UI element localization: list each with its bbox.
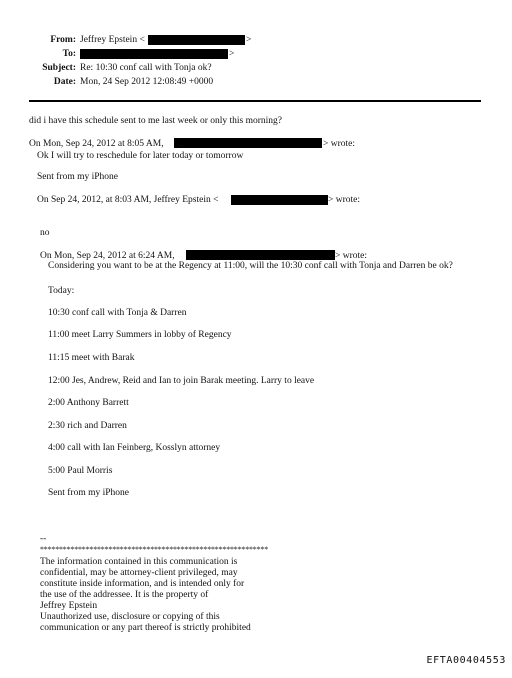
notice-line: Unauthorized use, disclosure or copying of this [40,612,220,622]
notice-line: The information contained in this communication is [40,557,238,567]
reply-text: did i have this schedule sent to me last week or only this morning? [29,116,283,126]
header-divider [29,100,481,102]
quote3-intro: On Mon, Sep 24, 2012 at 6:24 AM, [40,251,175,261]
redaction-block [174,138,322,148]
quote1-intro: On Mon, Sep 24, 2012 at 8:05 AM, [29,139,164,149]
signature-dashes: -- [40,534,47,544]
notice-line: the use of the addressee. It is the property of [40,590,209,600]
subject-value: Re: 10:30 conf call with Tonja ok? [80,63,212,73]
from-value: Jeffrey Epstein < [80,35,145,45]
schedule-item: 10:30 conf call with Tonja & Darren [48,308,187,318]
bates-number: EFTA00404553 [426,655,506,666]
to-close: > [229,49,235,59]
schedule-item: 2:00 Anthony Barrett [48,398,129,408]
sent-from-iphone: Sent from my iPhone [37,172,119,182]
from-label: From: [50,35,76,45]
asterisk-divider: ************************************************************ [40,545,269,554]
redaction-block [148,35,245,45]
schedule-item: 11:00 meet Larry Summers in lobby of Regency [48,330,232,340]
quote1-text: Ok I will try to reschedule for later today or tomorrow [37,151,244,161]
quote2-intro: On Sep 24, 2012, at 8:03 AM, Jeffrey Epstein < [37,195,219,205]
quote2-wrote: > wrote: [328,195,361,205]
schedule-item: 11:15 meet with Barak [48,353,135,363]
from-close: > [246,35,252,45]
subject-label: Subject: [42,63,76,73]
notice-line: communication or any part thereof is strictly prohibited [40,623,251,633]
notice-line: confidential, may be attorney-client privileged, may [40,568,238,578]
no-text: no [40,228,50,238]
quote3-text: Considering you want to be at the Regency at 11:00, will the 10:30 conf call with Tonja and Darren be ok? [48,261,453,271]
redaction-block [231,195,328,205]
date-value: Mon, 24 Sep 2012 12:08:49 +0000 [80,77,214,87]
notice-line: constitute inside information, and is intended only for [40,579,245,589]
schedule-item: 12:00 Jes, Andrew, Reid and Ian to join Barak meeting. Larry to leave [48,376,315,386]
quote1-wrote: > wrote: [323,139,356,149]
redaction-block [80,49,228,59]
to-label: To: [62,49,76,59]
redaction-block [186,250,335,260]
schedule-item: 4:00 call with Ian Feinberg, Kosslyn attorney [48,443,221,453]
sent-from-iphone: Sent from my iPhone [48,488,130,498]
date-label: Date: [53,77,76,87]
notice-line: Jeffrey Epstein [40,601,98,611]
schedule-item: 5:00 Paul Morris [48,466,113,476]
schedule-item: 2:30 rich and Darren [48,421,127,431]
quote3-wrote: > wrote: [335,251,368,261]
today-label: Today: [48,286,75,296]
